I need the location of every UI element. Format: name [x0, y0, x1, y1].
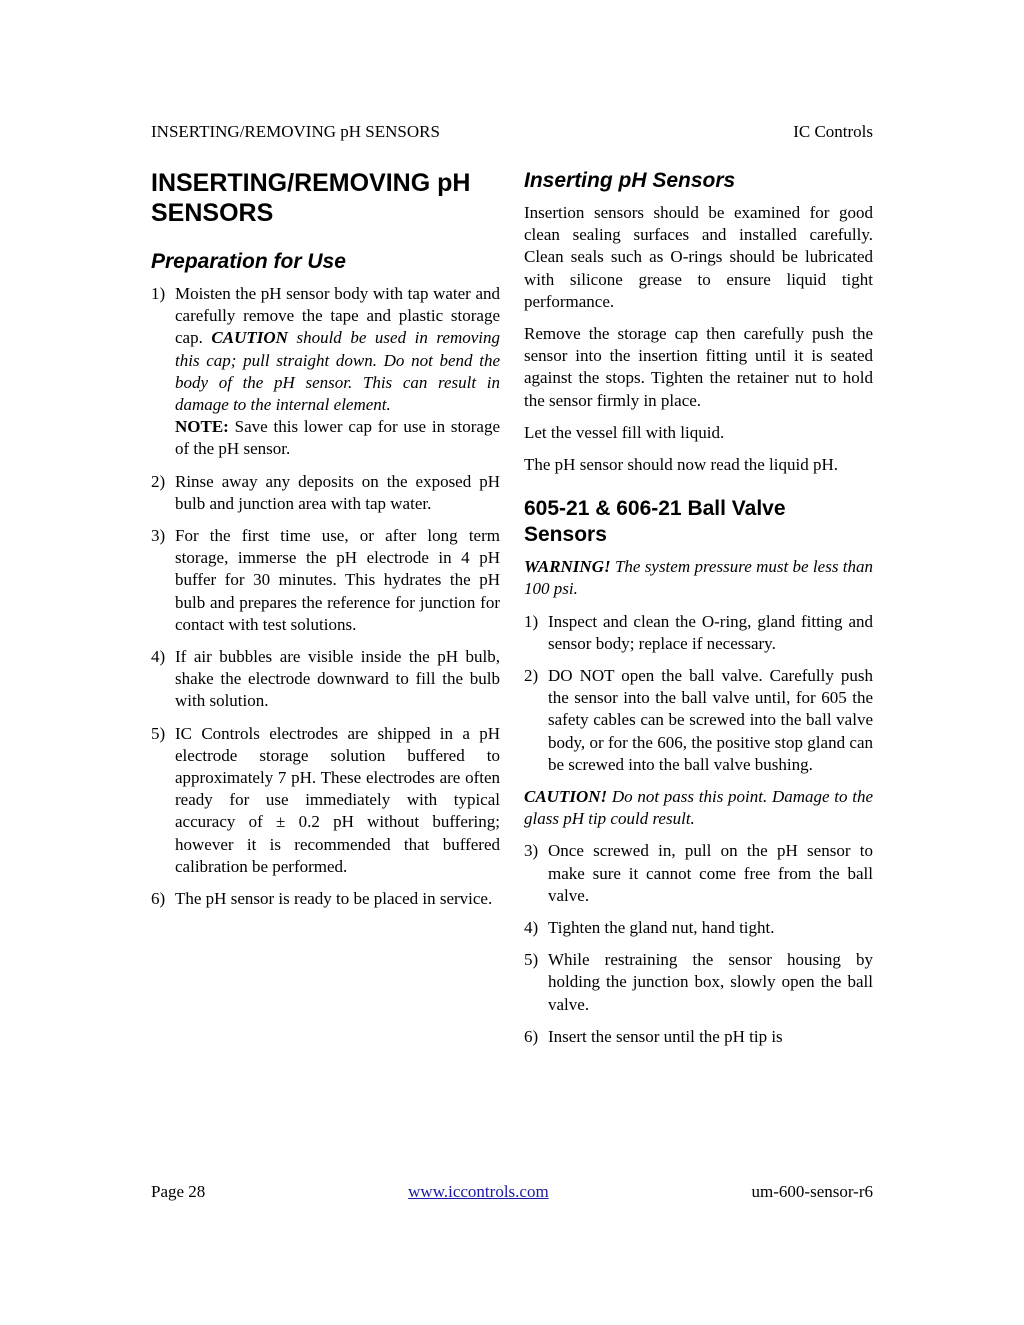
list-item	[524, 665, 873, 776]
list-item	[524, 611, 873, 655]
page-footer	[151, 1181, 873, 1203]
step-text: IC Controls electrodes are shipped in a pH electrode storage solution buffered to approximately 7 pH. These electrodes are often ready for use immediately with typical accuracy of ± 0.2 pH without buffering; however it is recommended that buffered calibration be performed.	[175, 723, 500, 876]
step-number: 4)	[524, 918, 539, 938]
note-text: Save this lower cap for use in storage of the pH sensor.	[175, 417, 500, 459]
paragraph: Remove the storage cap then carefully push the sensor into the insertion fitting until it is seated against the stops. Tighten the retainer nut to hold the sensor firmly in place.	[524, 324, 873, 410]
step-number: 6)	[524, 1026, 539, 1046]
step-text: Tighten the gland nut, hand tight.	[548, 918, 775, 938]
list-item	[151, 471, 500, 515]
running-header	[151, 121, 873, 143]
right-column	[524, 168, 873, 1058]
warning-paragraph	[524, 556, 873, 600]
preparation-steps	[151, 283, 500, 910]
caution-text: Do not pass this point. Damage to the glass pH tip could result.	[524, 787, 873, 829]
note-label: NOTE:	[175, 417, 229, 437]
step-text: While restraining the sensor housing by holding the junction box, slowly open the ball valve.	[548, 950, 873, 1014]
list-item	[151, 525, 500, 636]
caution-paragraph	[524, 786, 873, 830]
list-item	[524, 840, 873, 907]
website-link[interactable]: www.iccontrols.com	[408, 1182, 549, 1201]
step-number: 6)	[151, 889, 166, 909]
step-text: Insert the sensor until the pH tip is	[548, 1026, 783, 1046]
step-number: 5)	[151, 723, 166, 743]
step-text: Inspect and clean the O-ring, gland fitting and sensor body; replace if necessary.	[548, 611, 873, 653]
list-item	[524, 1026, 873, 1048]
page-title: INSERTING/REMOVING pH SENSORS	[151, 169, 471, 227]
warning-label: WARNING!	[524, 557, 611, 577]
step-number: 2)	[524, 666, 539, 686]
caution-label: CAUTION	[211, 328, 288, 348]
page-body	[151, 168, 873, 1058]
document-id: um-600-sensor-r6	[751, 1182, 873, 1201]
list-item	[151, 646, 500, 713]
step-number: 1)	[151, 284, 166, 303]
step-text: Once screwed in, pull on the pH sensor to make sure it cannot come free from the ball valve.	[548, 841, 873, 905]
preparation-heading: Preparation for Use	[151, 250, 346, 273]
step-text: For the first time use, or after long term storage, immerse the pH electrode in 4 pH buffer for 30 minutes. This hydrates the pH bulb and prepares the reference for junction for contact with test solutions.	[175, 526, 500, 634]
step-number: 3)	[151, 526, 166, 546]
paragraph: Insertion sensors should be examined for good clean sealing surfaces and installed carefully. Clean seals such as O-rings should be lubricated with silicone grease to ensure liquid tight performance.	[524, 203, 873, 311]
paragraph: Let the vessel fill with liquid.	[524, 422, 725, 442]
page-number: Page 28	[151, 1182, 206, 1201]
step-text: DO NOT open the ball valve. Carefully push the sensor into the ball valve until, for 605 the safety cables can be screwed into the ball valve body, or for the 606, the positive stop gland can be screwed into the ball valve bushing.	[548, 666, 873, 774]
caution-label: CAUTION!	[524, 787, 608, 807]
list-item	[151, 283, 500, 461]
step-number: 3)	[524, 841, 539, 861]
step-number: 1)	[524, 611, 539, 631]
step-number: 5)	[524, 950, 539, 970]
step-text	[175, 283, 500, 461]
list-item	[524, 949, 873, 1016]
paragraph: The pH sensor should now read the liquid pH.	[524, 455, 838, 475]
ball-valve-steps-a	[524, 611, 873, 776]
ball-valve-steps-b	[524, 840, 873, 1048]
list-item	[524, 917, 873, 939]
header-section-title: INSERTING/REMOVING pH SENSORS	[151, 122, 440, 141]
warning-text: The system pressure must be less than 100 psi.	[524, 557, 873, 599]
list-item	[151, 888, 500, 910]
ball-valve-heading: 605-21 & 606-21 Ball Valve Sensors	[524, 497, 786, 547]
header-company: IC Controls	[793, 122, 873, 141]
inserting-heading: Inserting pH Sensors	[524, 169, 736, 192]
step-text: If air bubbles are visible inside the pH bulb, shake the electrode downward to fill the bulb with solution.	[175, 647, 500, 711]
caution-text: should be used in removing this cap; pull straight down. Do not bend the body of the pH sensor. This can result in damage to the internal element.	[175, 328, 500, 415]
step-number: 4)	[151, 647, 166, 667]
left-column	[151, 168, 500, 1058]
step-text: Rinse away any deposits on the exposed pH bulb and junction area with tap water.	[175, 471, 500, 513]
list-item	[151, 723, 500, 878]
step-number: 2)	[151, 471, 166, 491]
step-text: The pH sensor is ready to be placed in service.	[175, 889, 493, 909]
step-text-main: Moisten the pH sensor body with tap water and carefully remove the tape and plastic storage cap.	[175, 284, 500, 348]
